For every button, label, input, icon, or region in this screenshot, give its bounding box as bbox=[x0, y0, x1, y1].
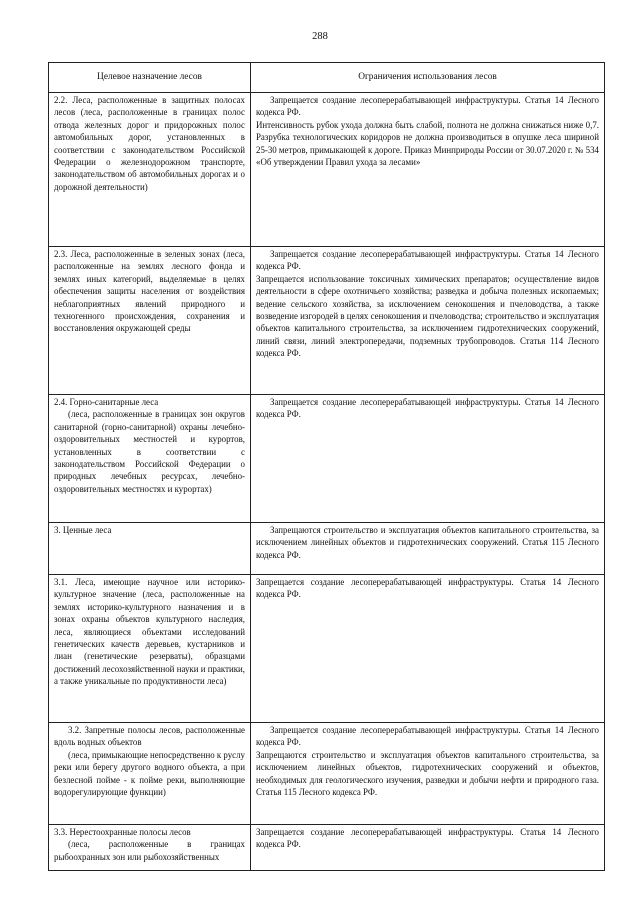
purpose-subtext: (леса, примыкающие непосредственно к руслу реки или берегу другого водного объекта, а при безлесной пойме - к пойме реки, выполняющие водорегулирующие функции) bbox=[54, 749, 245, 798]
purpose-cell bbox=[49, 523, 251, 575]
purpose-cell bbox=[49, 395, 251, 523]
purpose-cell bbox=[49, 825, 251, 871]
purpose-subtext: (леса, расположенные в границах рыбоохранных зон или рыбохозяйственных bbox=[54, 839, 245, 862]
page-number: 288 bbox=[312, 31, 328, 42]
restriction-text: Запрещается создание лесоперерабатывающей инфраструктуры. Статья 14 Лесного кодекса РФ. bbox=[256, 397, 599, 420]
purpose-cell bbox=[49, 93, 251, 247]
restriction-text: Запрещается создание лесоперерабатывающей инфраструктуры. Статья 14 Лесного кодекса РФ. bbox=[256, 95, 599, 118]
restriction-cell bbox=[251, 247, 605, 395]
header-restrictions: Ограничения использования лесов bbox=[251, 63, 605, 93]
restriction-cell bbox=[251, 93, 605, 247]
restriction-text: Запрещаются строительство и эксплуатация объектов капитального строительства, за исключением линейных объектов, гидротехнических сооружений и объектов, необходимых для геологического изучения, разведки и добычи нефти и природного газа. Статья 115 Лесного кодекса РФ. bbox=[256, 749, 599, 798]
restriction-text: Интенсивность рубок ухода должна быть слабой, полнота не должна снижаться ниже 0,7. Разрубка технологических коридоров не должна производиться в опушке леса шириной 25-30 метров, примыкающей к дороге. Приказ Минприроды России от 30.07.2020 г. № 534 «Об утверждении Правил ухода за лесами» bbox=[256, 119, 599, 168]
purpose-text: 2.2. Леса, расположенные в защитных полосах лесов (леса, расположенные в границах полос отвода железных дорог и придорожных полос автомобильных дорог, установленных в соответствии с законодательством Российской Федерации о железнодорожном транспорте, законодательством об автомобильных дорогах и о дорожной деятельности) bbox=[54, 95, 245, 192]
restrictions-table bbox=[48, 62, 605, 871]
restriction-cell bbox=[251, 723, 605, 825]
purpose-cell bbox=[49, 247, 251, 395]
purpose-text: 3. Ценные леса bbox=[54, 525, 112, 535]
purpose-subtext: (леса, расположенные в границах зон округов санитарной (горно-санитарной) охраны лечебно-оздоровительных местностей и курортов, установленных в соответствии с законодательством Российской Федерации о природных лечебных ресурсах, лечебно-оздоровительных местностях и курортах) bbox=[54, 409, 245, 494]
restriction-text: Запрещается создание лесоперерабатывающей инфраструктуры. Статья 14 Лесного кодекса РФ. bbox=[256, 827, 599, 850]
table-row bbox=[49, 575, 605, 723]
header-purpose: Целевое назначение лесов bbox=[49, 63, 251, 93]
table-header-row bbox=[49, 63, 605, 93]
restriction-text: Запрещаются строительство и эксплуатация объектов капитального строительства, за исключением линейных объектов и гидротехнических сооружений. Статья 115 Лесного кодекса РФ. bbox=[256, 525, 599, 560]
purpose-text: 3.1. Леса, имеющие научное или историко-культурное значение (леса, расположенные на землях историко-культурного назначения и в зонах охраны объектов культурного наследия, леса, являющиеся объектами исследований генетических качеств деревьев, кустарников и лиан (генетические резерваты), образцами достижений лесохозяйственной науки и практики, а также уникальные по продуктивности леса) bbox=[54, 577, 245, 687]
purpose-cell bbox=[49, 575, 251, 723]
table-row bbox=[49, 93, 605, 247]
restriction-cell bbox=[251, 523, 605, 575]
purpose-text: 2.4. Горно-санитарные леса bbox=[54, 397, 159, 407]
table-row bbox=[49, 395, 605, 523]
restriction-cell bbox=[251, 395, 605, 523]
restriction-text: Запрещается создание лесоперерабатывающей инфраструктуры. Статья 14 Лесного кодекса РФ. bbox=[256, 725, 599, 748]
purpose-text: 3.3. Нерестоохранные полосы лесов bbox=[54, 827, 191, 837]
restriction-cell bbox=[251, 575, 605, 723]
table-row bbox=[49, 825, 605, 871]
purpose-text: 3.2. Запретные полосы лесов, расположенные вдоль водных объектов bbox=[54, 725, 245, 748]
restriction-cell bbox=[251, 825, 605, 871]
restriction-text: Запрещается создание лесоперерабатывающей инфраструктуры. Статья 14 Лесного кодекса РФ. bbox=[256, 249, 599, 272]
restriction-text: Запрещается использование токсичных химических препаратов; осуществление видов деятельности в сфере охотничьего хозяйства; разведка и добыча полезных ископаемых; ведение сельского хозяйства, за исключением сенокошения и пчеловодства, а также возведение изгородей в целях сенокошения и пчеловодства; строительство и эксплуатация объектов капитального строительства, за исключением гидротехнических сооружений, линий связи, линий электропередачи, подземных трубопроводов. Статья 114 Лесного кодекса РФ. bbox=[256, 273, 599, 359]
table-row bbox=[49, 523, 605, 575]
table-row bbox=[49, 247, 605, 395]
purpose-cell bbox=[49, 723, 251, 825]
purpose-text: 2.3. Леса, расположенные в зеленых зонах (леса, расположенные на землях лесного фонда и землях иных категорий, выделяемые в целях обеспечения защиты населения от воздействия неблагоприятных явлений природного и техногенного происхождения, сохранения и восстановления окружающей среды bbox=[54, 249, 245, 334]
table-row bbox=[49, 723, 605, 825]
restriction-text: Запрещается создание лесоперерабатывающей инфраструктуры. Статья 14 Лесного кодекса РФ. bbox=[256, 577, 599, 600]
